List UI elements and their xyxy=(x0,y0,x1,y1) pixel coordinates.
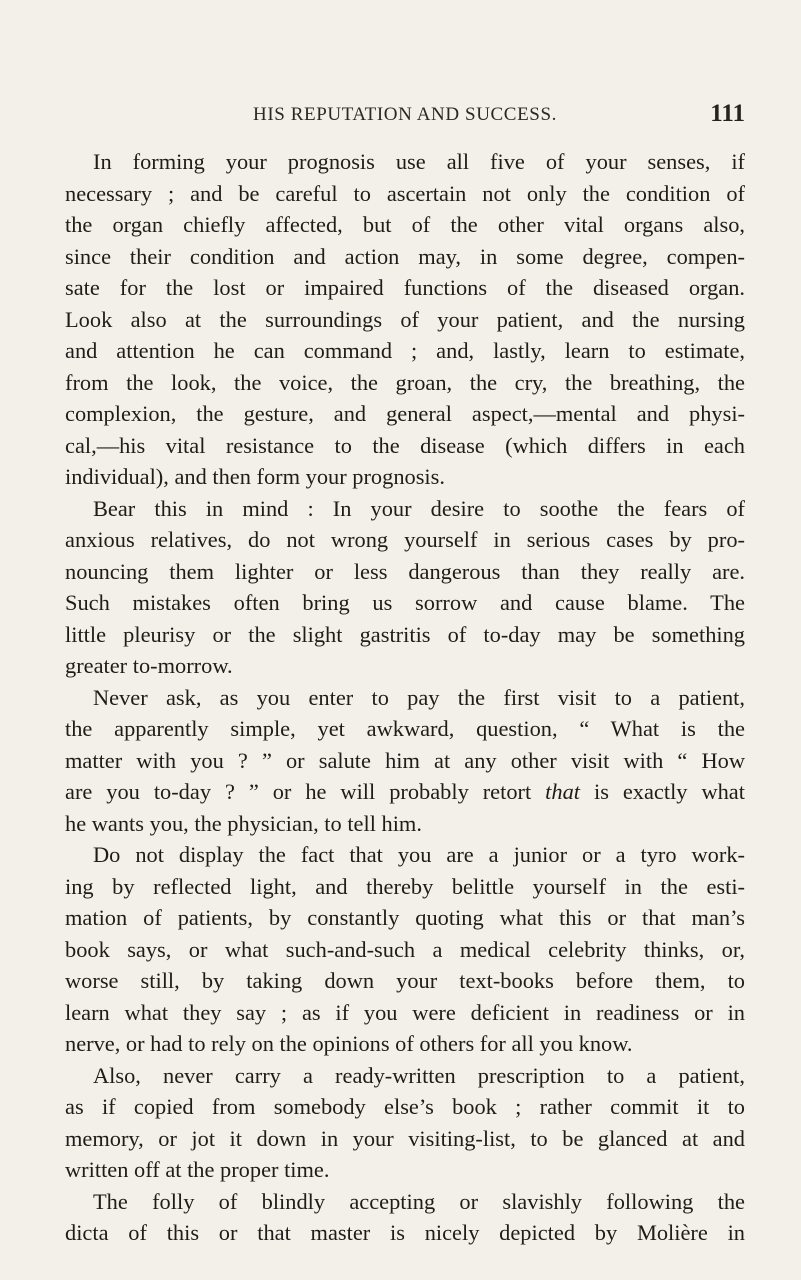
text-line: and attention he can command ; and, lastly, learn to estimate, xyxy=(65,338,745,363)
text-line: book says, or what such-and-such a medical celebrity thinks, or, xyxy=(65,936,745,962)
page-number: 111 xyxy=(710,100,745,127)
text-line: The folly of blindly accepting or slavishly following the xyxy=(93,1188,745,1214)
text-line: as if copied from somebody else’s book ; rather commit it to xyxy=(65,1094,745,1119)
text-line: since their condition and action may, in some degree, compen- xyxy=(65,243,745,269)
text-line: memory, or jot it down in your visiting-list, to be glanced at and xyxy=(65,1125,745,1151)
text-line: cal,—his vital resistance to the disease (which differs in each xyxy=(65,432,745,458)
paragraph-junior-tyro xyxy=(65,839,745,1060)
text-line: sate for the lost or impaired functions of the diseased organ. xyxy=(65,275,745,300)
text-line: greater to-morrow. xyxy=(65,653,233,678)
emphasis-word: that xyxy=(545,779,581,804)
text-line: necessary ; and be careful to ascertain not only the condition of xyxy=(65,180,745,206)
text-segment: is exactly what xyxy=(593,779,745,804)
text-line: nouncing them lighter or less dangerous than they really are. xyxy=(65,558,745,584)
text-line: little pleurisy or the slight gastritis of to-day may be something xyxy=(65,621,745,647)
text-line: complexion, the gesture, and general aspect,—mental and physi- xyxy=(65,401,745,426)
body-text xyxy=(65,146,745,1249)
text-line: Never ask, as you enter to pay the first visit to a patient, xyxy=(93,684,745,710)
paragraph-prognosis xyxy=(65,146,745,493)
text-line: written off at the proper time. xyxy=(65,1157,330,1182)
text-line: Do not display the fact that you are a junior or a tyro work- xyxy=(93,842,745,867)
paragraph-prescription xyxy=(65,1060,745,1186)
text-line: mation of patients, by constantly quoting what this or that man’s xyxy=(65,905,745,930)
text-line: ing by reflected light, and thereby belittle yourself in the esti- xyxy=(65,873,745,899)
paragraph-never-ask xyxy=(65,682,745,840)
text-line: the apparently simple, yet awkward, question, “ What is the xyxy=(65,716,745,741)
text-line: worse still, by taking down your text-books before them, to xyxy=(65,968,745,993)
text-line: dicta of this or that master is nicely depicted by Molière in xyxy=(65,1220,745,1245)
text-line: matter with you ? ” or salute him at any other visit with “ How xyxy=(65,747,745,773)
text-line: Look also at the surroundings of your patient, and the nursing xyxy=(65,306,745,332)
running-head xyxy=(65,100,745,140)
text-line: he wants you, the physician, to tell him. xyxy=(65,810,422,836)
paragraph-bear-in-mind xyxy=(65,493,745,682)
text-line: the organ chiefly affected, but of the other vital organs also, xyxy=(65,212,745,237)
text-line: Also, never carry a ready-written prescription to a patient, xyxy=(93,1062,745,1088)
text-segment: are you to-day ? ” or he will probably retort xyxy=(65,779,532,804)
text-line: from the look, the voice, the groan, the cry, the breathing, the xyxy=(65,369,745,395)
text-line: Such mistakes often bring us sorrow and cause blame. The xyxy=(65,590,745,615)
text-line: anxious relatives, do not wrong yourself in serious cases by pro- xyxy=(65,527,745,552)
text-line: nerve, or had to rely on the opinions of others for all you know. xyxy=(65,1031,633,1056)
text-line: learn what they say ; as if you were deficient in readiness or in xyxy=(65,999,745,1025)
text-line: Bear this in mind : In your desire to soothe the fears of xyxy=(93,495,745,521)
text-line: individual), and then form your prognosis. xyxy=(65,464,445,489)
paragraph-moliere xyxy=(65,1186,745,1249)
text-line-with-emphasis xyxy=(65,776,745,808)
running-title: HIS REPUTATION AND SUCCESS. xyxy=(253,104,557,125)
text-line: In forming your prognosis use all five of your senses, if xyxy=(93,149,745,174)
